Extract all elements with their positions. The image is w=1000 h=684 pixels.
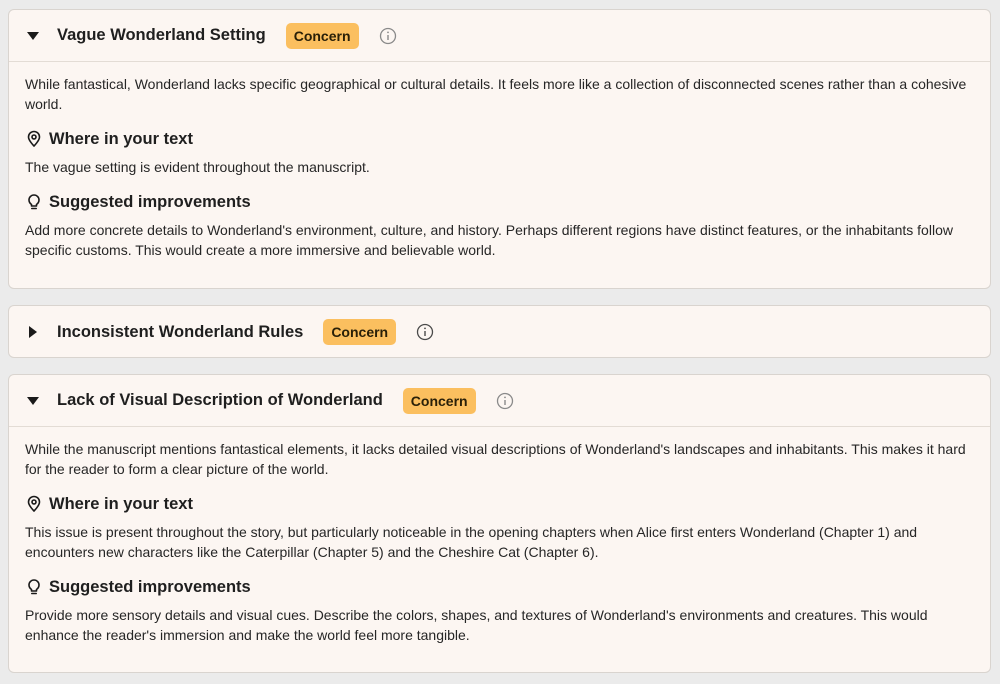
where-section-header	[25, 128, 974, 150]
issue-card-vague-setting	[8, 9, 991, 289]
issue-card-visual-description	[8, 374, 991, 673]
where-section-text: The vague setting is evident throughout the manuscript.	[25, 159, 370, 175]
lightbulb-icon	[25, 193, 43, 211]
improve-section-title: Suggested improvements	[49, 192, 251, 211]
caret-right-icon[interactable]	[26, 325, 40, 339]
issue-title: Inconsistent Wonderland Rules	[57, 322, 304, 341]
caret-down-icon[interactable]	[26, 29, 40, 43]
issue-description: While fantastical, Wonderland lacks specific geographical or cultural details. It feels more like a collection of disconnected scenes rather than a cohesive world.	[25, 76, 967, 112]
concern-badge: Concern	[286, 23, 359, 49]
issue-title: Vague Wonderland Setting	[57, 26, 266, 44]
info-icon[interactable]	[496, 392, 514, 410]
issue-card-body	[9, 62, 990, 260]
improve-section-header	[25, 191, 974, 213]
map-pin-icon	[25, 495, 43, 513]
info-icon[interactable]	[379, 27, 397, 45]
where-section-title: Where in your text	[49, 494, 193, 513]
map-pin-icon	[25, 130, 43, 148]
issue-card-header[interactable]	[9, 10, 990, 62]
improve-section-header	[25, 576, 974, 598]
improve-section-title: Suggested improvements	[49, 577, 251, 596]
issue-card-inconsistent-rules	[8, 305, 991, 358]
info-icon[interactable]	[416, 323, 434, 341]
caret-down-icon[interactable]	[26, 394, 40, 408]
concern-badge: Concern	[403, 388, 476, 414]
concern-badge: Concern	[323, 319, 396, 345]
where-section-text: This issue is present throughout the story, but particularly noticeable in the opening chapters when Alice first enters Wonderland (Chapter 1) and encounters new characters like the Caterpillar (Chapter 5) and the Cheshire Cat (Chapter 6).	[25, 524, 918, 560]
improve-section-text: Provide more sensory details and visual cues. Describe the colors, shapes, and textures of Wonderland's environments and creatures. This would enhance the reader's immersion and make the world feel more tangible.	[25, 607, 928, 643]
improve-section-text: Add more concrete details to Wonderland's environment, culture, and history. Perhaps different regions have distinct features, or the inhabitants follow specific customs. This would create a more immersive and believable world.	[25, 222, 953, 258]
lightbulb-icon	[25, 578, 43, 596]
issue-card-header[interactable]	[9, 306, 990, 358]
issue-description: While the manuscript mentions fantastical elements, it lacks detailed visual descriptions of Wonderland's landscapes and inhabitants. This makes it hard for the reader to form a clear picture of the world.	[25, 441, 966, 477]
where-section-title: Where in your text	[49, 129, 193, 148]
issue-card-header[interactable]	[9, 375, 990, 427]
where-section-header	[25, 493, 974, 515]
issue-title: Lack of Visual Description of Wonderland	[57, 391, 383, 409]
issue-card-body	[9, 427, 990, 645]
